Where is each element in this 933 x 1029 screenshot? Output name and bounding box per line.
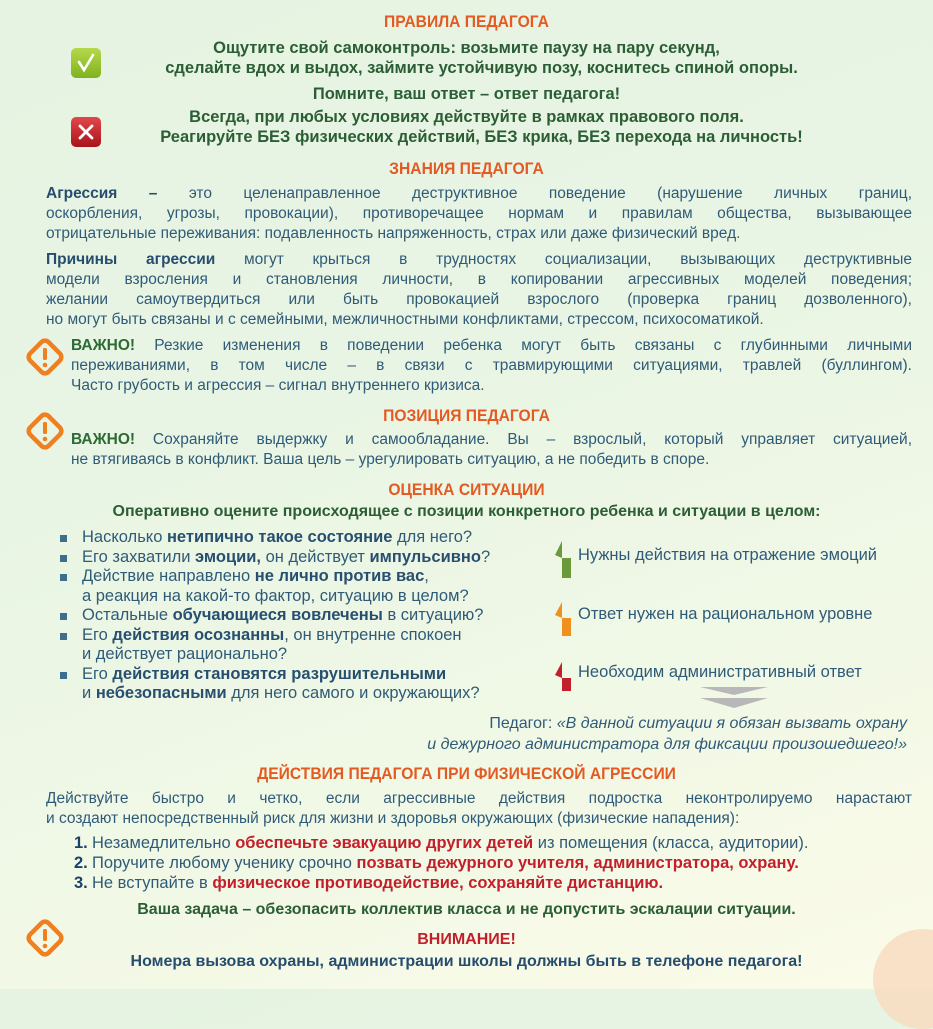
quote-speaker: Педагог: [489,715,553,732]
ribbon-orange [555,586,571,650]
question-item: Остальные обучающиеся вовлечены в ситуацию? [58,606,490,626]
physical-intro-line2: и создают непосредственный риск для жизни и здоровья окружающих (физические нападения): [46,810,740,827]
question-item: Его захватили эмоции, он действует импульсивно? [58,548,490,568]
causes-line1: могут крыться в трудностях социализации, вызывающих деструктивные [244,251,913,268]
causes-term: Причины агрессии [46,251,216,268]
knowledge-heading: ЗНАНИЯ ПЕДАГОГА [389,159,544,178]
question-item-continuation: а реакция на какой-то фактор, ситуацию в целом? [82,586,469,605]
question-item: Его действия осознанны, он внутренне спокоен [58,626,490,646]
warning-icon [24,410,66,452]
escalation-ribbon [552,528,572,700]
aggression-line1: это целенаправленное деструктивное поведение (нарушение личных границ, [188,185,912,202]
response-administrative: Необходим административный ответ [578,663,862,681]
double-chevron-down-icon [700,686,768,712]
position-heading: ПОЗИЦИЯ ПЕДАГОГА [383,406,550,425]
important-line2: переживаниями, в том числе – в связи с травмирующими ситуациями, травлей (буллингом). [71,357,912,374]
warning-icon [24,336,66,378]
aggression-definition [46,184,912,244]
step-item: 1. Незамедлительно обеспечьте эвакуацию других детей из помещения (класса, аудитории). [74,834,809,852]
physical-intro [46,789,912,829]
aggression-line2: оскорбления, угрозы, провокации), противоречащее нормам и правилам общества, вызывающее [46,205,912,222]
aggression-causes [46,250,912,330]
rules-do-line2: сделайте вдох и выдох, займите устойчивую позу, коснитесь спиной опоры. [165,59,798,77]
important-label: ВАЖНО! [71,337,136,354]
assessment-questions [58,528,490,704]
step-item: 3. Не вступайте в физическое противодействие, сохраняйте дистанцию. [74,874,664,892]
quote-line1: «В данной ситуации я обязан вызвать охрану [556,715,907,732]
important-note-knowledge [71,336,912,396]
causes-line3: желании самоутвердиться или быть провокацией взрослого (проверка границ дозволенного), [46,291,912,308]
question-item-continuation: и действует рационально? [82,645,288,663]
rules-remember: Помните, ваш ответ – ответ педагога! [312,85,621,103]
ribbon-green [555,528,571,590]
teacher-quote [427,713,907,755]
phones-note: Номера вызова охраны, администрации школы должны быть в телефоне педагога! [130,953,803,970]
quote-line2: и дежурного администратора для фиксации произошедшего!» [427,736,907,753]
action-steps [74,833,808,893]
attention-label: ВНИМАНИЕ! [417,931,516,948]
question-item: Действие направлено не лично против вас, [58,567,490,587]
important-note-position [71,430,912,470]
rules-do-line1: Ощутите свой самоконтроль: возьмите паузу на пару секунд, [213,39,720,57]
important-label: ВАЖНО! [71,431,136,448]
rules-dont-line1: Всегда, при любых условиях действуйте в рамках правового поля. [189,108,744,126]
important-line3: Часто грубость и агрессия – сигнал внутреннего кризиса. [71,377,485,394]
aggression-line3: отрицательные переживания: подавленность напряженность, страх или даже физический вред. [46,225,741,242]
assessment-subheading: Оперативно оцените происходящее с позиции конкретного ребенка и ситуации в целом: [112,503,821,520]
question-item: Его действия становятся разрушительными [58,665,490,685]
physical-intro-line1: Действуйте быстро и четко, если агрессивные действия подростка неконтролируемо нарастают [46,790,912,807]
question-item-continuation: и небезопасными для него самого и окружающих? [82,684,480,702]
step-item: 2. Поручите любому ученику срочно позвать дежурного учителя, администратора, охрану. [74,854,799,872]
response-emotions: Нужны действия на отражение эмоций [578,546,877,564]
response-rational: Ответ нужен на рациональном уровне [578,605,873,623]
physical-heading: ДЕЙСТВИЯ ПЕДАГОГА ПРИ ФИЗИЧЕСКОЙ АГРЕССИИ [257,764,676,783]
ribbon-red [555,646,571,700]
assessment-heading: ОЦЕНКА СИТУАЦИИ [388,480,545,499]
causes-line4: но могут быть связаны и с семейными, межличностными конфликтами, стрессом, психосоматикой. [46,311,764,328]
position-line2: не втягиваясь в конфликт. Ваша цель – урегулировать ситуацию, а не победить в споре. [71,451,710,468]
important-line1: Резкие изменения в поведении ребенка могут быть связаны с глубинными личными [154,337,912,354]
causes-line2: модели взросления и становления личности, в копировании агрессивных моделей поведения; [46,271,912,288]
task-statement: Ваша задача – обезопасить коллектив класса и не допустить эскалации ситуации. [137,901,796,918]
question-item: Насколько нетипично такое состояние для него? [58,528,490,548]
rules-heading: ПРАВИЛА ПЕДАГОГА [384,12,549,31]
aggression-term: Агрессия – [46,185,158,202]
position-line1: Сохраняйте выдержку и самообладание. Вы – взрослый, который управляет ситуацией, [152,431,912,448]
rules-dont-line2: Реагируйте БЕЗ физических действий, БЕЗ крика, БЕЗ перехода на личность! [160,128,803,146]
